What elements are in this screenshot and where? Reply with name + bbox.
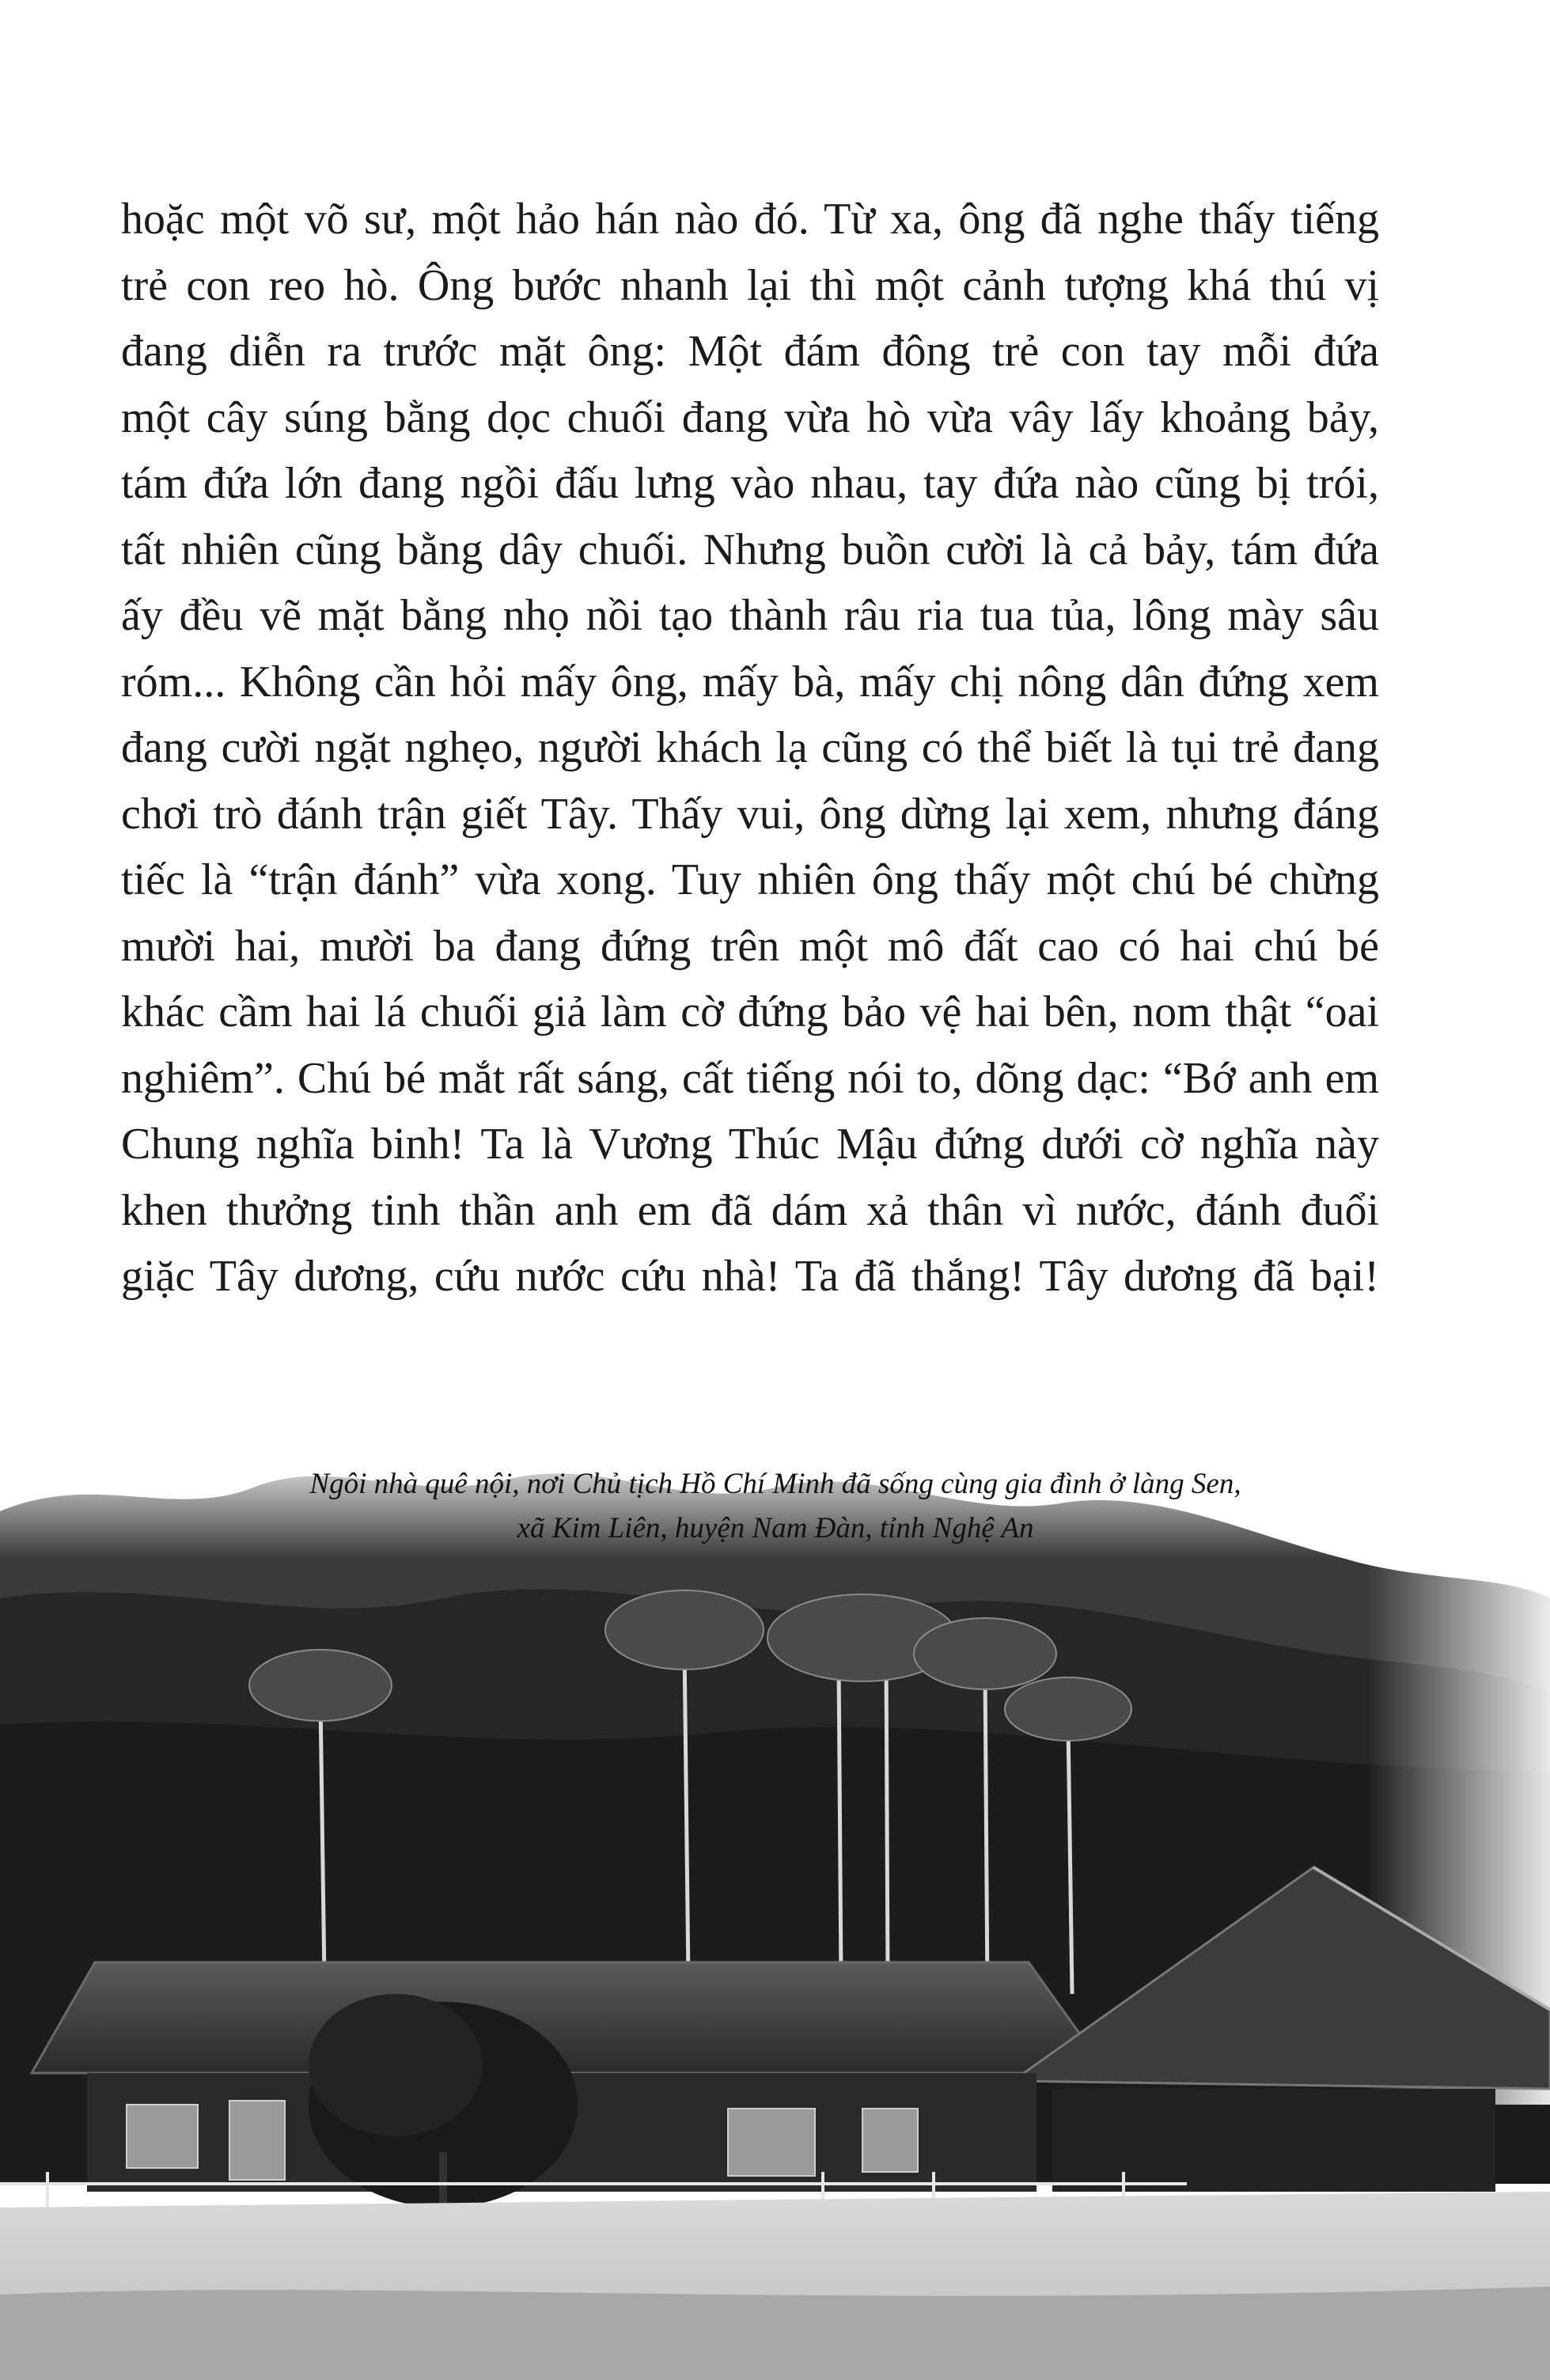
body-paragraph (121, 187, 1379, 1310)
text-line: Chung nghĩa binh! Ta là Vương Thúc Mậu đứng dưới cờ nghĩa này (121, 1120, 1379, 1169)
text-line: ấy đều vẽ mặt bằng nhọ nồi tạo thành râu ria tua tủa, lông mày sâu (121, 591, 1379, 640)
text-line: tất nhiên cũng bằng dây chuối. Nhưng buồn cười là cả bảy, tám đứa (121, 525, 1379, 574)
text-line: khen thưởng tinh thần anh em đã dám xả thân vì nước, đánh đuổi (121, 1185, 1379, 1235)
text-line: mười hai, mười ba đang đứng trên một mô đất cao có hai chú bé (121, 921, 1379, 971)
text-line: róm... Không cần hỏi mấy ông, mấy bà, mấy chị nông dân đứng xem (121, 657, 1379, 707)
text-line: khác cầm hai lá chuối giả làm cờ đứng bảo vệ hai bên, nom thật “oai (121, 987, 1379, 1037)
text-line: đang cười ngặt nghẹo, người khách lạ cũng có thể biết là tụi trẻ đang (121, 723, 1379, 772)
caption-line-1: Ngôi nhà quê nội, nơi Chủ tịch Hồ Chí Minh đã sống cùng gia đình ở làng Sen, (309, 1468, 1241, 1500)
photo-caption (111, 1462, 1440, 1551)
text-line: tiếc là “trận đánh” vừa xong. Tuy nhiên ông thấy một chú bé chừng (121, 855, 1379, 904)
text-line: tám đứa lớn đang ngồi đấu lưng vào nhau, tay đứa nào cũng bị trói, (121, 459, 1379, 508)
caption-line-2: xã Kim Liên, huyện Nam Đàn, tỉnh Nghệ An (517, 1512, 1034, 1544)
text-line: hoặc một võ sư, một hảo hán nào đó. Từ xa, ông đã nghe thấy tiếng (121, 195, 1379, 244)
text-line: chơi trò đánh trận giết Tây. Thấy vui, ông dừng lại xem, nhưng đáng (121, 789, 1379, 839)
text-line: giặc Tây dương, cứu nước cứu nhà! Ta đã thắng! Tây dương đã bại! (121, 1252, 1379, 1301)
text-line: nghiêm”. Chú bé mắt rất sáng, cất tiếng nói to, dõng dạc: “Bớ anh em (121, 1053, 1379, 1103)
text-line: một cây súng bằng dọc chuối đang vừa hò vừa vây lấy khoảng bảy, (121, 392, 1379, 442)
text-line: đang diễn ra trước mặt ông: Một đám đông trẻ con tay mỗi đứa (121, 327, 1379, 376)
text-line: trẻ con reo hò. Ông bước nhanh lại thì một cảnh tượng khá thú vị (121, 260, 1379, 310)
